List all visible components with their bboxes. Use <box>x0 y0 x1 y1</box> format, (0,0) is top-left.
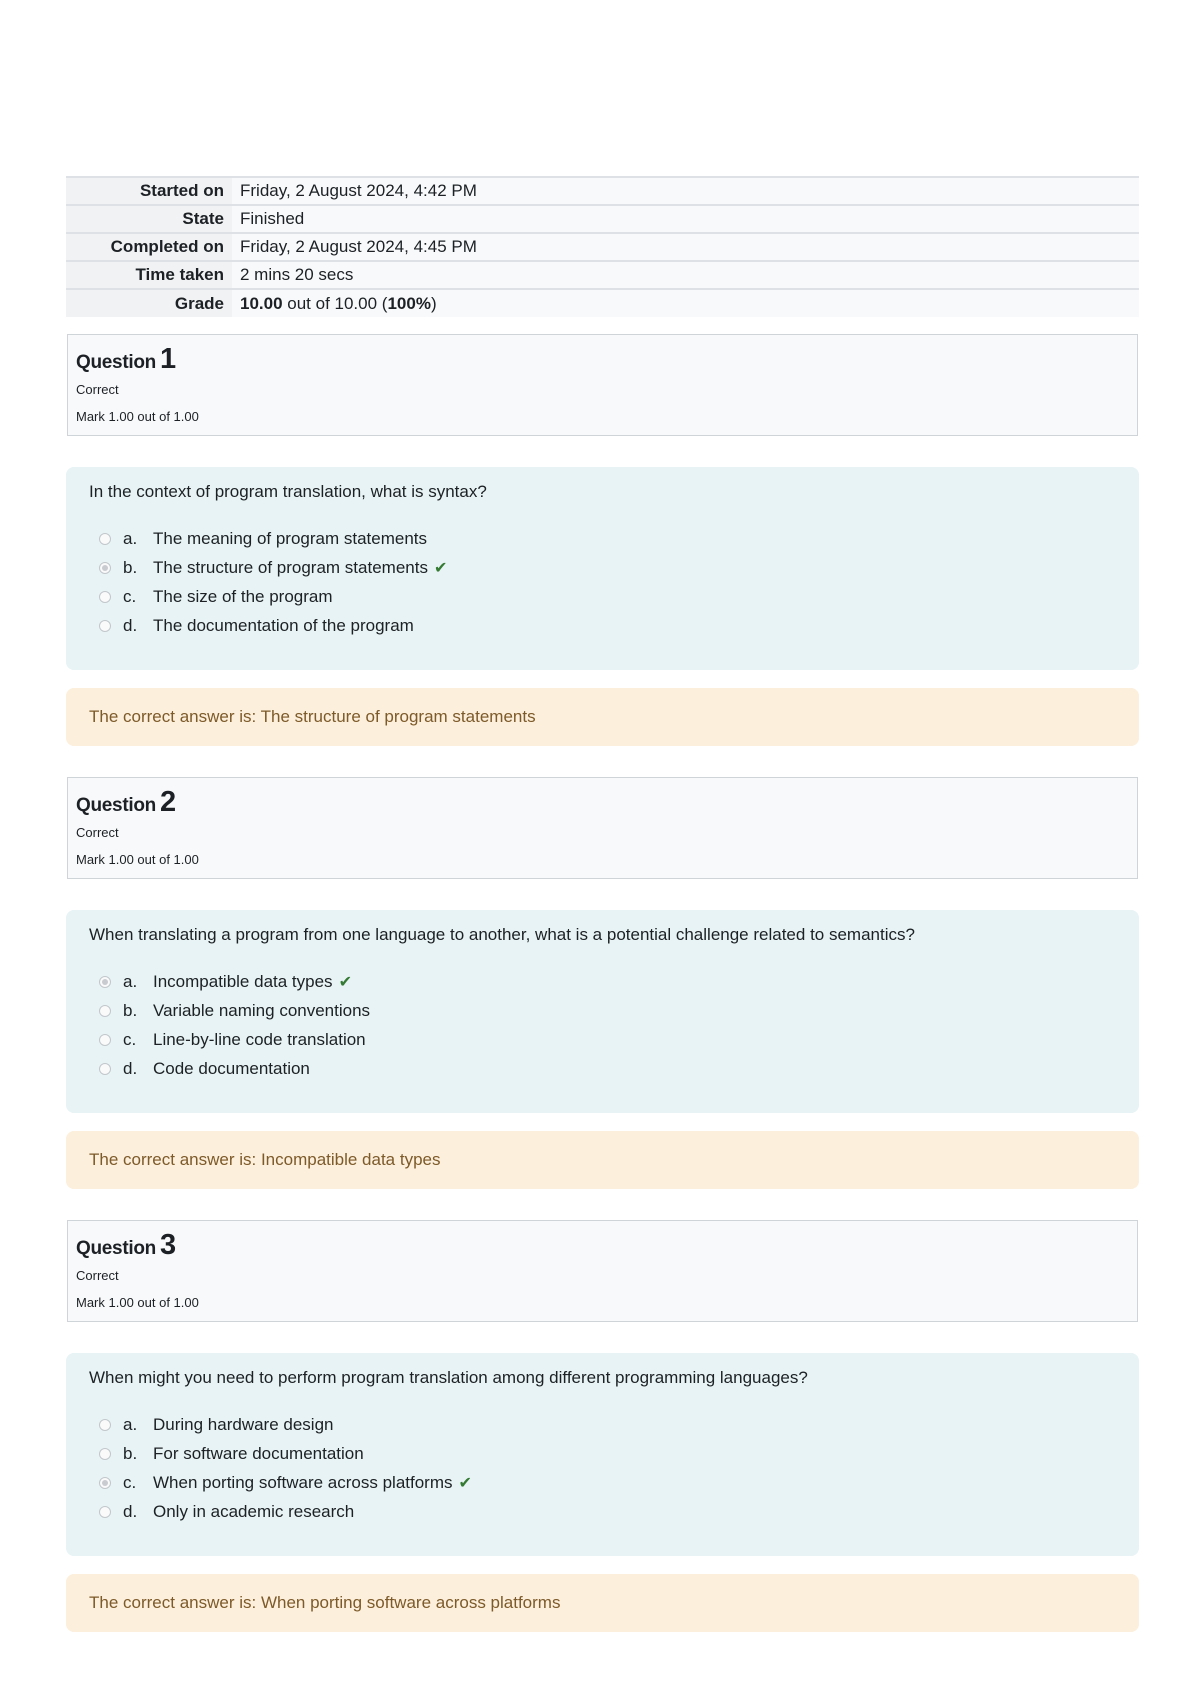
answer-option[interactable] <box>89 967 1116 996</box>
summary-row <box>66 205 1139 233</box>
question-info <box>67 334 1138 436</box>
summary-label: Completed on <box>66 233 232 261</box>
question-number <box>76 786 1129 819</box>
answer-option[interactable] <box>89 553 1116 582</box>
question-mark: Mark 1.00 out of 1.00 <box>76 1295 199 1310</box>
answer-text: Incompatible data types <box>153 971 333 991</box>
question-text: In the context of program translation, what is syntax? <box>89 482 487 501</box>
question-info <box>67 777 1138 879</box>
check-icon: ✔ <box>458 1474 472 1492</box>
summary-label: State <box>66 205 232 233</box>
answer-radio[interactable] <box>99 533 111 545</box>
summary-row <box>66 261 1139 289</box>
answer-radio[interactable] <box>99 1477 111 1489</box>
answer-option[interactable] <box>89 611 1116 640</box>
answer-text: Code documentation <box>153 1058 310 1078</box>
answer-option[interactable] <box>89 1054 1116 1083</box>
answer-radio[interactable] <box>99 562 111 574</box>
answer-option[interactable] <box>89 582 1116 611</box>
summary-value: Finished <box>232 205 1139 233</box>
grade-out-of: out of 10.00 ( <box>282 293 388 313</box>
summary-value: Friday, 2 August 2024, 4:45 PM <box>232 233 1139 261</box>
answer-text: Line-by-line code translation <box>153 1029 366 1049</box>
question-number-value: 2 <box>159 786 176 818</box>
answer-option[interactable] <box>89 524 1116 553</box>
question-content <box>66 467 1139 670</box>
question-label: Question <box>76 352 156 373</box>
answer-radio[interactable] <box>99 1419 111 1431</box>
answer-option[interactable] <box>89 1497 1116 1526</box>
answer-letter: a. <box>123 1414 138 1434</box>
correct-answer-feedback: The correct answer is: When porting software across platforms <box>66 1574 1139 1632</box>
grade-percent: 100% <box>387 293 431 313</box>
answer-text: The documentation of the program <box>153 615 414 635</box>
question-number <box>76 343 1129 376</box>
question-state: Correct <box>76 1268 119 1283</box>
summary-row <box>66 177 1139 205</box>
question-number-value: 1 <box>159 343 176 375</box>
question-state: Correct <box>76 382 119 397</box>
question-state: Correct <box>76 825 119 840</box>
answer-letter: d. <box>123 1501 138 1521</box>
answer-letter: b. <box>123 1443 138 1463</box>
answer-radio[interactable] <box>99 1063 111 1075</box>
answer-letter: a. <box>123 528 138 548</box>
question-info <box>67 1220 1138 1322</box>
answer-radio[interactable] <box>99 1448 111 1460</box>
answer-letter: c. <box>123 1472 137 1492</box>
summary-row-grade <box>66 289 1139 317</box>
correct-answer-feedback: The correct answer is: Incompatible data types <box>66 1131 1139 1189</box>
answer-option[interactable] <box>89 1468 1116 1497</box>
question-content <box>66 910 1139 1113</box>
question-content <box>66 1353 1139 1556</box>
answer-letter: b. <box>123 557 138 577</box>
answer-radio[interactable] <box>99 620 111 632</box>
answer-option[interactable] <box>89 1025 1116 1054</box>
question-number <box>76 1229 1129 1262</box>
answer-option[interactable] <box>89 996 1116 1025</box>
answer-text: Variable naming conventions <box>153 1000 371 1020</box>
question-mark: Mark 1.00 out of 1.00 <box>76 409 199 424</box>
answer-option[interactable] <box>89 1410 1116 1439</box>
answer-letter: b. <box>123 1000 138 1020</box>
answer-list <box>89 967 1116 1083</box>
answer-letter: d. <box>123 1058 138 1078</box>
answer-list <box>89 1410 1116 1526</box>
summary-row <box>66 233 1139 261</box>
grade-close: ) <box>430 293 437 313</box>
answer-text: Only in academic research <box>153 1501 355 1521</box>
summary-value: 2 mins 20 secs <box>232 261 1139 289</box>
question-label: Question <box>76 1238 156 1259</box>
answer-radio[interactable] <box>99 1005 111 1017</box>
check-icon: ✔ <box>433 559 448 577</box>
answer-letter: c. <box>123 1029 137 1049</box>
check-icon: ✔ <box>338 973 352 991</box>
answer-text: The structure of program statements <box>153 557 428 577</box>
answer-list <box>89 524 1116 640</box>
answer-letter: d. <box>123 615 138 635</box>
correct-answer-feedback: The correct answer is: The structure of program statements <box>66 688 1139 746</box>
answer-text: When porting software across platforms <box>153 1472 453 1492</box>
answer-letter: a. <box>123 971 138 991</box>
question-label: Question <box>76 795 156 816</box>
question-mark: Mark 1.00 out of 1.00 <box>76 852 199 867</box>
summary-value: Friday, 2 August 2024, 4:42 PM <box>232 177 1139 205</box>
answer-radio[interactable] <box>99 976 111 988</box>
grade-score: 10.00 <box>240 293 283 313</box>
answer-letter: c. <box>123 586 137 606</box>
answer-text: During hardware design <box>153 1414 334 1434</box>
question-number-value: 3 <box>159 1229 176 1261</box>
summary-label: Started on <box>66 177 232 205</box>
summary-grade-value <box>232 289 1139 317</box>
summary-label: Grade <box>66 289 232 317</box>
answer-text: For software documentation <box>153 1443 364 1463</box>
summary-label: Time taken <box>66 261 232 289</box>
question-text: When translating a program from one language to another, what is a potential challenge related to semantics? <box>89 925 915 944</box>
answer-radio[interactable] <box>99 1034 111 1046</box>
answer-radio[interactable] <box>99 1506 111 1518</box>
answer-text: The meaning of program statements <box>153 528 428 548</box>
answer-radio[interactable] <box>99 591 111 603</box>
answer-text: The size of the program <box>153 586 333 606</box>
quiz-summary-table <box>66 176 1139 317</box>
question-text: When might you need to perform program translation among different programming languages? <box>89 1368 808 1387</box>
answer-option[interactable] <box>89 1439 1116 1468</box>
